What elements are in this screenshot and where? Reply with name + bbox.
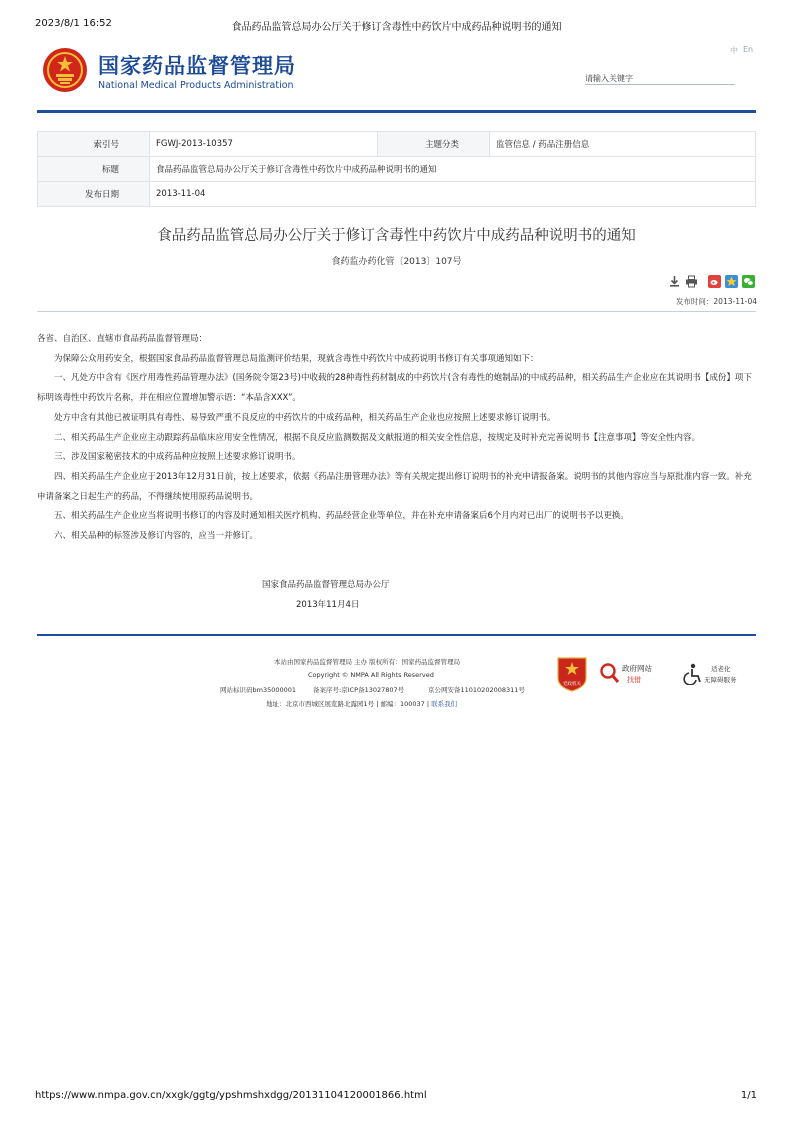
title-label: 标题 (38, 157, 150, 182)
salutation: 各省、自治区、直辖市食品药品监督管理局： (37, 334, 208, 344)
party-government-badge[interactable] (555, 656, 589, 692)
print-page-title: 食品药品监管总局办公厅关于修订含毒性中药饮片中成药品种说明书的通知 (231, 22, 562, 33)
address-text: 地址：北京市西城区展览路北露园1号 | 邮编：100037 | (266, 700, 430, 708)
topic-value: 监管信息 / 药品注册信息 (490, 132, 756, 157)
weibo-share-icon[interactable] (708, 273, 721, 286)
header-divider (37, 110, 756, 113)
document-number: 食药监办药化管〔2013〕107号 (331, 257, 462, 267)
footer-sponsor: 本站由国家药品监督管理局 主办 版权所有：国家药品监督管理局 (274, 658, 461, 666)
qzone-share-icon[interactable] (725, 273, 738, 286)
index-value: FGWJ-2013-10357 (150, 132, 378, 157)
paragraph: 六、相关品种的标签涉及修订内容的，应当一并修订。 (54, 531, 259, 542)
date-value: 2013-11-04 (150, 182, 756, 207)
national-emblem-icon[interactable] (42, 47, 88, 93)
footer-address (266, 699, 457, 708)
footer-divider (37, 634, 756, 636)
paragraph: 为保障公众用药安全，根据国家食品药品监督管理总局监测评价结果，现就含毒性中药饮片中成药说明书修订有关事项通知如下： (54, 353, 539, 364)
paragraph: 处方中含有其他已被证明具有毒性、易导致严重不良反应的中药饮片的中成药品种，相关药品生产企业也应按照上述要求修订说明书。 (54, 412, 556, 423)
document-metadata-table (37, 131, 756, 207)
language-english-link[interactable]: En (743, 45, 754, 54)
publish-time: 发布时间：2013-11-04 (675, 297, 757, 306)
wheelchair-icon (682, 663, 702, 685)
wechat-share-icon[interactable] (742, 273, 755, 286)
footer-icp-link[interactable]: 备案序号:京ICP备13027807号 (313, 686, 405, 694)
article-title: 食品药品监管总局办公厅关于修订含毒性中药饮片中成药品种说明书的通知 (157, 228, 636, 244)
page-number: 1/1 (740, 1090, 757, 1101)
badge-acc-line1: 适老化 (711, 665, 731, 673)
topic-label: 主题分类 (378, 132, 490, 157)
index-label: 索引号 (38, 132, 150, 157)
magnifier-icon (600, 663, 620, 685)
badge-gov-text: 党政机关 (563, 682, 581, 687)
badge-err-line1: 政府网站 (622, 664, 652, 673)
download-icon[interactable] (668, 273, 681, 286)
article-divider (37, 311, 756, 312)
language-chinese-link[interactable]: 中 (730, 46, 738, 55)
print-url: https://www.nmpa.gov.cn/xxgk/ggtg/ypshmshxdgg/20131104120001866.html (35, 1090, 427, 1101)
badge-err-line2: 找错 (627, 676, 641, 684)
paragraph: 五、相关药品生产企业应当将说明书修订的内容及时通知相关医疗机构、药品经营企业等单位，并在补充申请备案后6个月内对已出厂的说明书予以更换。 (54, 511, 629, 522)
metadata-row (38, 182, 756, 207)
paragraph: 二、相关药品生产企业应主动跟踪药品临床应用安全性情况，根据不良反应监测数据及文献报道的相关安全性信息，按规定及时补充完善说明书【注意事项】等安全性内容。 (54, 432, 701, 443)
accessibility-service-badge[interactable] (682, 662, 752, 686)
paragraph: 三、涉及国家秘密技术的中成药品种应按照上述要求修订说明书。 (54, 452, 301, 463)
print-datetime: 2023/8/1 16:52 (35, 18, 112, 29)
print-icon[interactable] (685, 273, 698, 286)
site-name[interactable]: 国家药品监督管理局 (98, 54, 296, 78)
date-label: 发布日期 (38, 182, 150, 207)
paragraph: 一、凡处方中含有《医疗用毒性药品管理办法》(国务院令第23号)中收载的28种毒性药材制成的中药饮片(含有毒性的炮制品)的中成药品种，相关药品生产企业应在其说明书【成份】项下标明该毒性中药饮片名称，并在相应位置增加警示语：“本品含XXX”。 (37, 373, 752, 404)
paragraph: 四、相关药品生产企业应于2013年12月31日前，按上述要求，依据《药品注册管理办法》等有关规定提出修订说明书的补充申请报备案。说明书的其他内容应当与原批准内容一致。补充申请备案之日起生产的药品，不得继续使用原药品说明书。 (37, 471, 752, 502)
footer-site-code: 网站标识码bm35000001 (220, 686, 297, 694)
footer-copyright: Copyright © NMPA All Rights Reserved (308, 671, 434, 679)
footer-police-record-link[interactable]: 京公网安备11010202008311号 (428, 686, 525, 694)
contact-us-link[interactable]: 联系我们 (431, 700, 458, 708)
badge-acc-line2: 无障碍服务 (704, 676, 737, 684)
title-value: 食品药品监管总局办公厅关于修订含毒性中药饮片中成药品种说明书的通知 (150, 157, 756, 182)
site-name-english: National Medical Products Administration (98, 80, 294, 91)
signing-date: 2013年11月4日 (296, 600, 360, 610)
metadata-row (38, 132, 756, 157)
gov-website-error-report-badge[interactable] (600, 661, 660, 687)
signing-authority: 国家食品药品监督管理总局办公厅 (262, 580, 390, 590)
metadata-row (38, 157, 756, 182)
search-input[interactable] (585, 71, 731, 87)
article-body (37, 330, 756, 547)
search-box (585, 66, 735, 85)
